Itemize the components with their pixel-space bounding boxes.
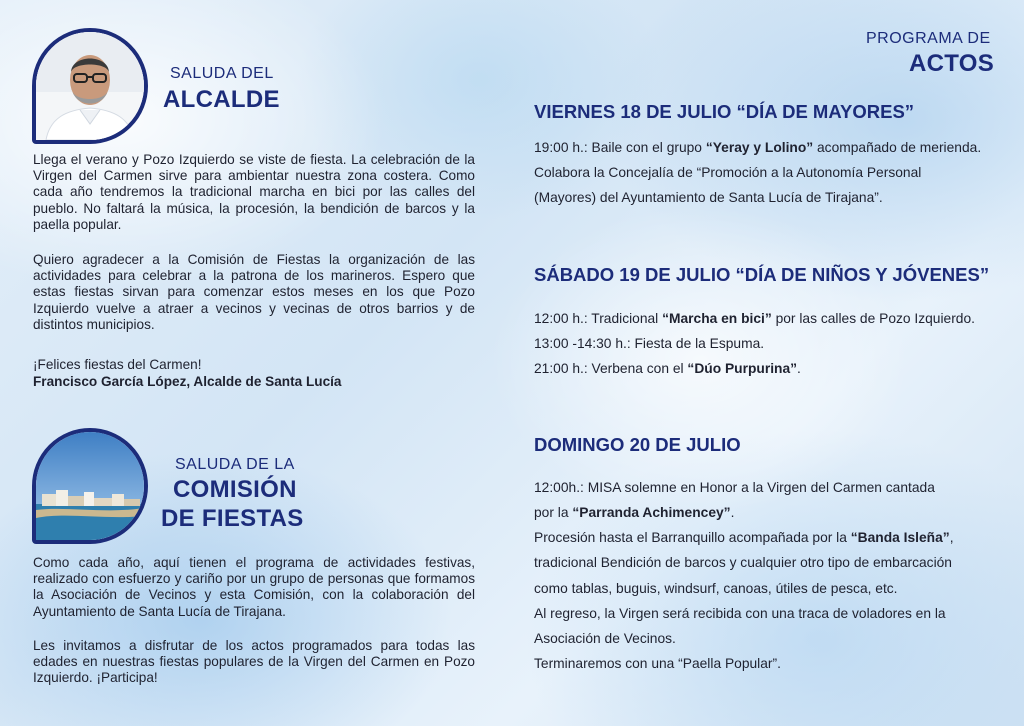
program-line: Procesión hasta el Barranquillo acompañada por la “Banda Isleña”, <box>534 530 954 545</box>
program-line: 12:00h.: MISA solemne en Honor a la Virgen del Carmen cantada <box>534 480 935 495</box>
program-line: como tablas, buguis, windsurf, canoas, útiles de pesca, etc. <box>534 581 898 596</box>
program-line: (Mayores) del Ayuntamiento de Santa Lucía de Tirajana”. <box>534 190 883 205</box>
program-line: por la “Parranda Achimencey”. <box>534 505 735 520</box>
mayor-portrait-image <box>36 32 144 140</box>
mayor-paragraph-1: Llega el verano y Pozo Izquierdo se viste de fiesta. La celebración de la Virgen del Carmen sirve para ambientar nuestra zona costera. Como cada año tendremos la tradicional marcha en bici por las calles del pueblo. No faltará la música, la procesión, la bendición de barcos y la paella popular. <box>33 152 475 232</box>
day-heading-saturday: SÁBADO 19 DE JULIO “DÍA DE NIÑOS Y JÓVENES” <box>534 264 990 285</box>
program-line: 21:00 h.: Verbena con el “Dúo Purpurina”. <box>534 361 801 376</box>
program-line: 12:00 h.: Tradicional “Marcha en bici” por las calles de Pozo Izquierdo. <box>534 311 975 326</box>
program-line: 13:00 -14:30 h.: Fiesta de la Espuma. <box>534 336 765 351</box>
day-heading-sunday: DOMINGO 20 DE JULIO <box>534 434 741 455</box>
coastal-village-image <box>36 432 144 540</box>
program-line: Colabora la Concejalía de “Promoción a la Autonomía Personal <box>534 165 922 180</box>
program-title-big: ACTOS <box>909 50 995 77</box>
program-line: tradicional Bendición de barcos y cualquier otro tipo de embarcación <box>534 555 952 570</box>
mayor-signature: Francisco García López, Alcalde de Santa Lucía <box>33 374 342 389</box>
commission-paragraph-1: Como cada año, aquí tienen el programa de actividades festivas, realizado con esfuerzo y cariño por un grupo de personas que formamos la Asociación de Vecinos y esta Comisión, con la colaboración del Ayuntamiento de Santa Lucía de Tirajana. <box>33 555 475 619</box>
mayor-closing: ¡Felices fiestas del Carmen! <box>33 357 202 372</box>
commission-title-big-2: DE FIESTAS <box>161 505 304 532</box>
program-line: Asociación de Vecinos. <box>534 631 676 646</box>
program-line: 19:00 h.: Baile con el grupo “Yeray y Lolino” acompañado de merienda. <box>534 140 982 155</box>
program-line: Terminaremos con una “Paella Popular”. <box>534 656 781 671</box>
mayor-title-small: SALUDA DEL <box>170 65 274 82</box>
mayor-title-big: ALCALDE <box>163 86 280 113</box>
mayor-photo <box>32 28 148 144</box>
day-heading-friday: VIERNES 18 DE JULIO “DÍA DE MAYORES” <box>534 101 915 122</box>
program-line: Al regreso, la Virgen será recibida con una traca de voladores en la <box>534 606 946 621</box>
mayor-paragraph-2: Quiero agradecer a la Comisión de Fiestas la organización de las actividades para celebrar a la patrona de los marineros. Espero que estas fiestas sirvan para comenzar estos meses en los que Pozo Izquierdo vuelve a atraer a vecinos y vecinas de otros barrios y de distintos municipios. <box>33 252 475 332</box>
commission-title-small: SALUDA DE LA <box>175 456 295 473</box>
program-title-small: PROGRAMA DE <box>866 30 991 47</box>
commission-paragraph-2: Les invitamos a disfrutar de los actos programados para todas las edades en nuestras fiestas populares de la Virgen del Carmen en Pozo Izquierdo. ¡Participa! <box>33 638 475 686</box>
commission-title-big-1: COMISIÓN <box>173 476 297 503</box>
commission-photo <box>32 428 148 544</box>
